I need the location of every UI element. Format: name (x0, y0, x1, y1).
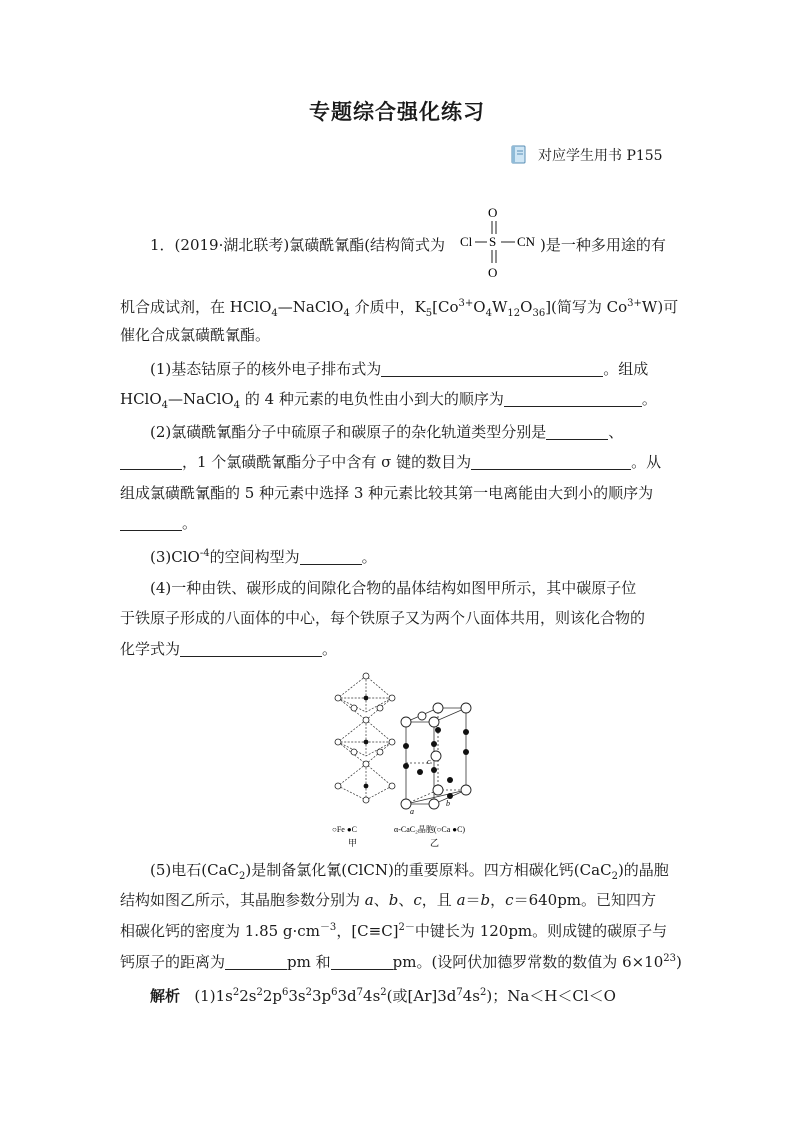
answer-line: 解析 $(1)1s^22s^22p^63s^23p^63d^74s^2$(或$[Ar]3d^74s^2$)；Na＜H＜Cl＜O (150, 987, 616, 1005)
part-2-line-4: 。 (120, 512, 197, 533)
c-atoms-jia (364, 696, 369, 789)
struct-cl: Cl (460, 234, 473, 249)
legend-jia: ○Fe ●C (332, 825, 357, 834)
caption-yi: 乙 (430, 838, 440, 848)
page-title: 专题综合强化练习 (309, 100, 485, 124)
ca-atoms (401, 703, 471, 809)
part-2-line-2: ，1 个氯磺酰氰酯分子中含有 σ 键的数目为 。从 (120, 451, 661, 472)
label-c: c (427, 757, 431, 766)
book-icon (510, 145, 528, 165)
reference-note (510, 145, 663, 165)
figure-jia-octahedra (338, 676, 392, 800)
caption-jia: 甲 (348, 838, 358, 848)
struct-cn: CN (517, 234, 536, 249)
answer-label: 解析 (150, 987, 181, 1005)
part-5-line-4: 钙原子的距离为 pm 和 pm。(设阿伏加德罗常数的数值为 $6\times 10^{23}$) (120, 953, 682, 971)
answer-blank[interactable] (300, 550, 362, 565)
fe-atoms (335, 673, 395, 803)
answer-blank[interactable] (546, 425, 608, 440)
question-1-line-2: 机合成试剂，在 HClO$_4$—NaClO$_4$ 介质中，$K_5[Co^{3+}O_4W_{12}O_{36}]$(简写为 $Co^{3+}W$)可 (120, 298, 679, 319)
answer-blank[interactable] (471, 455, 631, 470)
part-1-line-1: (1)基态钴原子的核外电子排布式为 。组成 (150, 360, 649, 378)
question-1-intro-end: )是一种多用途的有 (540, 236, 666, 254)
answer-blank[interactable] (381, 362, 603, 377)
answer-blank[interactable] (180, 642, 322, 657)
crystal-structure-figure (326, 668, 502, 852)
question-1-line-3: 催化合成氯磺酰氰酯。 (120, 326, 271, 344)
structure-formula (458, 203, 548, 281)
answer-blank[interactable] (120, 516, 182, 531)
struct-o-bottom: O (488, 265, 498, 280)
label-a: a (410, 807, 414, 816)
reference-text: 对应学生用书 P155 (538, 148, 663, 164)
answer-blank[interactable] (225, 955, 287, 970)
struct-s: S (489, 234, 497, 249)
part-2-line-1: (2)氯磺酰氰酯分子中硫原子和碳原子的杂化轨道类型分别是 、 (150, 423, 624, 441)
question-1-intro: 1．(2019·湖北联考)氯磺酰氰酯(结构简式为 (150, 236, 446, 254)
label-b: b (446, 799, 450, 808)
part-2-line-3: 组成氯磺酰氰酯的 5 种元素中选择 3 种元素比较其第一电离能由大到小的顺序为 (120, 484, 654, 502)
part-5-line-3: 相碳化钙的密度为 1.85 $g\cdot cm^{-3}$，$[C\equiv C]^{2-}$中键长为 120pm。则成键的碳原子与 (120, 922, 668, 940)
answer-blank[interactable] (120, 455, 182, 470)
answer-blank[interactable] (504, 392, 642, 407)
part-4-line-1: (4)一种由铁、碳形成的间隙化合物的晶体结构如图甲所示，其中碳原子位 (150, 579, 637, 597)
part-5-line-2: 结构如图乙所示，其晶胞参数分别为 a、b、c，且 a＝b，c＝640pm。已知四方 (120, 891, 657, 909)
struct-o-top: O (488, 205, 498, 220)
part-1-line-2: HClO$_4$—NaClO$_4$ 的 4 种元素的电负性由小到大的顺序为 。 (120, 390, 657, 411)
legend-yi: α-CaC₂晶胞(○Ca ●C) (394, 825, 466, 834)
part-4-line-3: 化学式为 。 (120, 640, 338, 658)
part-3: (3)ClO$^{-4}$的空间构型为 。 (150, 548, 377, 566)
part-5-line-1: (5)电石(CaC$_2$)是制备氯化氰(ClCN)的重要原料。四方相碳化钙(CaC$_2$)的晶胞 (150, 861, 669, 882)
answer-blank[interactable] (331, 955, 393, 970)
part-4-line-2: 于铁原子形成的八面体的中心，每个铁原子又为两个八面体共用，则该化合物的 (120, 609, 646, 627)
